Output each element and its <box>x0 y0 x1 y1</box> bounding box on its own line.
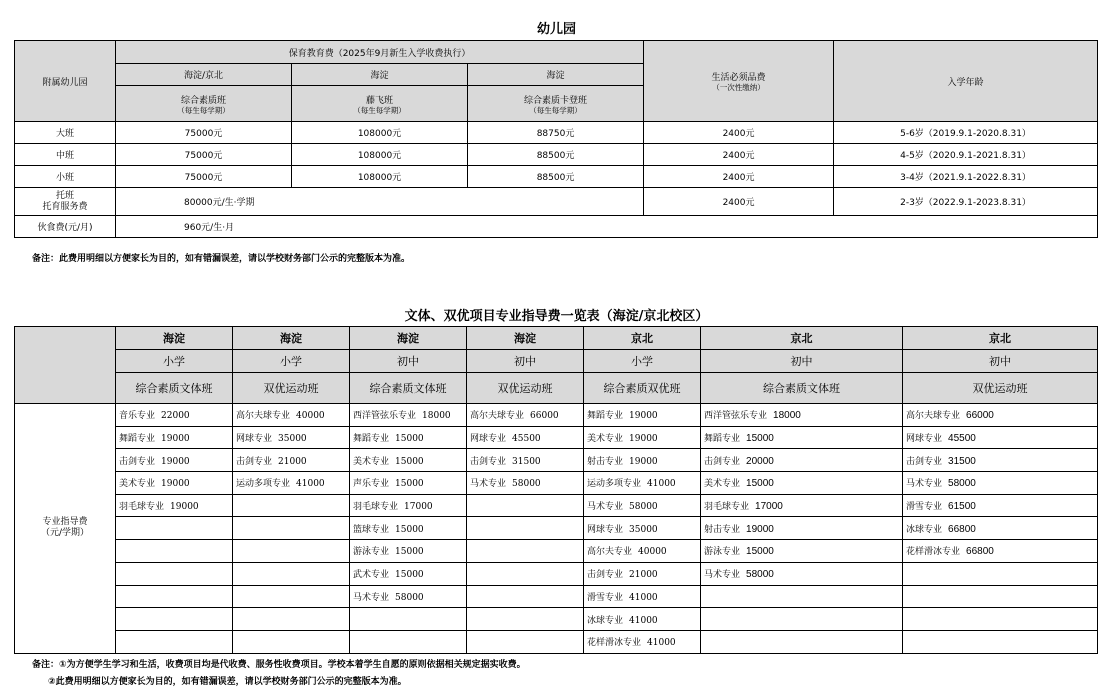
fee-cell <box>350 630 467 653</box>
major-name: 西洋管弦乐专业 <box>704 411 768 422</box>
fee-cell <box>467 562 584 585</box>
fee-cell <box>584 472 701 495</box>
major-fee: 21000 <box>278 456 307 467</box>
program-note: （每生每学期） <box>353 105 406 115</box>
major-fee: 58000 <box>948 478 976 490</box>
fee-cell <box>350 426 467 449</box>
program-header: 双优运动班 <box>467 373 584 404</box>
fee-cell <box>116 426 233 449</box>
major-name: 冰球专业 <box>906 524 943 535</box>
level-header: 初中 <box>701 350 903 373</box>
major-fee: 58000 <box>512 479 541 490</box>
fee-cell <box>350 562 467 585</box>
supplies-cell: 2400元 <box>644 166 834 188</box>
fee-cell <box>467 404 584 427</box>
class-name: 小班 <box>15 166 116 188</box>
fee-cell <box>116 517 233 540</box>
fee-cell <box>584 585 701 608</box>
fee-cell <box>350 585 467 608</box>
fee-cell <box>903 472 1098 495</box>
major-fee: 19000 <box>161 434 190 445</box>
fee-cell: 108000元 <box>292 166 468 188</box>
major-fee: 17000 <box>404 502 433 513</box>
arts-note-2: ②此费用明细以方便家长为目的，如有错漏误差，请以学校财务部门公示的完整版本为准。 <box>48 677 407 687</box>
fee-cell: 75000元 <box>116 166 292 188</box>
major-fee: 19000 <box>629 411 658 422</box>
major-fee: 31500 <box>512 456 541 467</box>
program-header <box>116 86 292 122</box>
supplies-cell: 2400元 <box>644 144 834 166</box>
major-fee: 41000 <box>629 592 658 603</box>
major-fee: 21000 <box>629 570 658 581</box>
age-cell: 5-6岁（2019.9.1-2020.8.31） <box>834 122 1098 144</box>
campus-header: 京北 <box>584 327 701 350</box>
major-fee: 15000 <box>395 547 424 558</box>
major-name: 马术专业 <box>704 570 741 581</box>
fee-cell <box>116 472 233 495</box>
major-fee: 15000 <box>746 478 774 490</box>
major-name: 花样滑冰专业 <box>906 547 961 558</box>
major-name: 网球专业 <box>236 434 273 445</box>
fee-cell <box>116 449 233 472</box>
major-fee: 41000 <box>629 615 658 626</box>
class-name: 大班 <box>15 122 116 144</box>
meal-fee: 960元/生·月 <box>116 216 1098 238</box>
major-name: 美术专业 <box>587 434 624 445</box>
age-cell: 3-4岁（2021.9.1-2022.8.31） <box>834 166 1098 188</box>
major-name: 马术专业 <box>353 592 390 603</box>
row-label-main: 专业指导费 <box>42 517 88 528</box>
fee-cell <box>233 426 350 449</box>
tuo-fee: 80000元/生·学期 <box>116 188 644 216</box>
fee-cell: 108000元 <box>292 122 468 144</box>
program-header: 综合素质文体班 <box>116 373 233 404</box>
major-fee: 35000 <box>629 524 658 535</box>
major-name: 射击专业 <box>704 524 741 535</box>
major-name: 舞蹈专业 <box>704 434 741 445</box>
tuo-subname: 托育服务费 <box>42 201 88 212</box>
class-name <box>15 188 116 216</box>
fee-cell: 88750元 <box>468 122 644 144</box>
level-header: 初中 <box>903 350 1098 373</box>
arts-note-1: 备注：①为方便学生学习和生活，收费项目均是代收费、服务性收费项目。学校本着学生自愿的原则依据相关规定据实收费。 <box>32 660 526 670</box>
table-row <box>15 166 1098 188</box>
table-row <box>15 188 1098 216</box>
kindergarten-fee-table <box>14 40 1098 238</box>
major-fee: 61500 <box>948 501 976 513</box>
class-name: 中班 <box>15 144 116 166</box>
level-header: 初中 <box>467 350 584 373</box>
table-row <box>15 494 1098 517</box>
major-fee: 58000 <box>395 592 424 603</box>
fee-cell <box>584 562 701 585</box>
fee-cell <box>903 426 1098 449</box>
program-header: 综合素质双优班 <box>584 373 701 404</box>
major-fee: 15000 <box>746 433 774 445</box>
fee-cell <box>584 517 701 540</box>
fee-cell <box>116 630 233 653</box>
major-fee: 66800 <box>966 546 994 558</box>
major-fee: 19000 <box>629 434 658 445</box>
fee-cell <box>903 608 1098 631</box>
table-row <box>15 517 1098 540</box>
major-name: 击剑专业 <box>906 456 943 467</box>
fee-cell <box>467 540 584 563</box>
major-fee: 58000 <box>629 502 658 513</box>
table-row <box>15 630 1098 653</box>
fee-cell <box>350 472 467 495</box>
major-fee: 45500 <box>948 433 976 445</box>
supplies-header <box>644 41 834 122</box>
fee-cell <box>233 608 350 631</box>
fee-cell <box>233 517 350 540</box>
fee-cell <box>701 472 903 495</box>
major-fee: 66000 <box>966 410 994 422</box>
major-fee: 15000 <box>746 546 774 558</box>
fee-cell <box>903 562 1098 585</box>
fee-cell <box>584 494 701 517</box>
table-row <box>15 216 1098 238</box>
fee-cell <box>584 404 701 427</box>
tuo-name: 托班 <box>55 190 74 201</box>
major-name: 运动多项专业 <box>587 479 642 490</box>
major-name: 羽毛球专业 <box>353 502 399 513</box>
major-fee: 41000 <box>647 479 676 490</box>
program-header <box>468 86 644 122</box>
fee-cell <box>350 449 467 472</box>
kindergarten-col-label: 附属幼儿园 <box>15 41 116 122</box>
fee-cell <box>233 404 350 427</box>
fee-cell <box>467 630 584 653</box>
major-name: 声乐专业 <box>353 479 390 490</box>
fee-cell <box>350 540 467 563</box>
major-name: 高尔夫球专业 <box>470 411 525 422</box>
major-name: 击剑专业 <box>704 456 741 467</box>
fee-cell: 88500元 <box>468 144 644 166</box>
fee-cell <box>467 494 584 517</box>
supplies-note: （一次性缴纳） <box>712 83 765 92</box>
fee-cell: 108000元 <box>292 144 468 166</box>
campus-header: 海淀 <box>292 64 468 86</box>
major-name: 高尔夫球专业 <box>236 411 291 422</box>
fee-cell <box>116 585 233 608</box>
fee-cell <box>233 630 350 653</box>
supplies-label: 生活必须品费 <box>711 73 766 83</box>
major-name: 西洋管弦乐专业 <box>353 411 417 422</box>
major-fee: 40000 <box>638 547 667 558</box>
level-header: 小学 <box>116 350 233 373</box>
header-row <box>15 327 1098 350</box>
program-note: （每生每学期） <box>529 105 582 115</box>
major-name: 美术专业 <box>119 479 156 490</box>
arts-fee-table <box>14 326 1098 654</box>
fee-cell <box>701 562 903 585</box>
campus-header: 海淀/京北 <box>116 64 292 86</box>
major-name: 运动多项专业 <box>236 479 291 490</box>
major-name: 网球专业 <box>906 434 943 445</box>
campus-header: 京北 <box>701 327 903 350</box>
major-fee: 19000 <box>170 502 199 513</box>
fee-cell <box>233 472 350 495</box>
fee-cell <box>701 630 903 653</box>
major-name: 马术专业 <box>470 479 507 490</box>
major-fee: 40000 <box>296 411 325 422</box>
campus-header: 海淀 <box>468 64 644 86</box>
major-fee: 18000 <box>422 411 451 422</box>
fee-cell <box>903 404 1098 427</box>
fee-cell <box>903 494 1098 517</box>
major-name: 游泳专业 <box>704 547 741 558</box>
major-name: 羽毛球专业 <box>704 502 750 513</box>
fee-cell: 75000元 <box>116 144 292 166</box>
major-fee: 15000 <box>395 434 424 445</box>
fee-cell <box>116 404 233 427</box>
major-name: 舞蹈专业 <box>587 411 624 422</box>
supplies-cell: 2400元 <box>644 188 834 216</box>
fee-cell <box>233 494 350 517</box>
fee-cell <box>467 517 584 540</box>
fee-cell <box>584 630 701 653</box>
table-row <box>15 404 1098 427</box>
level-header: 小学 <box>233 350 350 373</box>
major-name: 花样滑冰专业 <box>587 638 642 649</box>
table-row <box>15 144 1098 166</box>
table-row <box>15 426 1098 449</box>
fee-cell <box>701 426 903 449</box>
fee-cell <box>467 608 584 631</box>
fee-cell <box>467 426 584 449</box>
major-fee: 15000 <box>395 524 424 535</box>
program-label: 综合素质班 <box>180 95 226 106</box>
major-fee: 66800 <box>948 523 976 535</box>
fee-cell <box>701 517 903 540</box>
meal-label: 伙食费(元/月) <box>15 216 116 238</box>
program-label: 综合素质卡登班 <box>524 95 588 106</box>
major-name: 武术专业 <box>353 570 390 581</box>
campus-header: 海淀 <box>467 327 584 350</box>
major-name: 击剑专业 <box>587 570 624 581</box>
fee-group-header: 保育教育费（2025年9月新生入学收费执行） <box>116 41 644 64</box>
fee-cell <box>903 540 1098 563</box>
fee-cell <box>584 608 701 631</box>
major-fee: 19000 <box>746 523 774 535</box>
table-row <box>15 540 1098 563</box>
major-fee: 19000 <box>629 456 658 467</box>
fee-cell <box>233 449 350 472</box>
major-fee: 45500 <box>512 434 541 445</box>
major-fee: 15000 <box>395 479 424 490</box>
major-fee: 66000 <box>530 411 559 422</box>
level-header: 初中 <box>350 350 467 373</box>
major-name: 羽毛球专业 <box>119 502 165 513</box>
fee-cell <box>350 404 467 427</box>
major-fee: 22000 <box>161 411 190 422</box>
major-name: 美术专业 <box>704 479 741 490</box>
major-name: 冰球专业 <box>587 615 624 626</box>
major-name: 马术专业 <box>906 479 943 490</box>
program-header: 双优运动班 <box>903 373 1098 404</box>
fee-cell <box>584 540 701 563</box>
fee-cell <box>701 404 903 427</box>
campus-header: 海淀 <box>233 327 350 350</box>
fee-cell: 88500元 <box>468 166 644 188</box>
major-name: 游泳专业 <box>353 547 390 558</box>
program-header: 综合素质文体班 <box>350 373 467 404</box>
kindergarten-note: 备注：此费用明细以方便家长为目的，如有错漏误差，请以学校财务部门公示的完整版本为准。 <box>32 254 411 264</box>
fee-cell <box>116 540 233 563</box>
table-row <box>15 585 1098 608</box>
fee-cell <box>701 608 903 631</box>
major-name: 音乐专业 <box>119 411 156 422</box>
fee-cell <box>467 449 584 472</box>
fee-cell <box>701 585 903 608</box>
campus-header: 海淀 <box>350 327 467 350</box>
major-fee: 58000 <box>746 569 774 581</box>
major-fee: 35000 <box>278 434 307 445</box>
major-fee: 41000 <box>647 638 676 649</box>
major-name: 击剑专业 <box>470 456 507 467</box>
major-fee: 41000 <box>296 479 325 490</box>
program-header: 综合素质文体班 <box>701 373 903 404</box>
major-name: 滑雪专业 <box>587 592 624 603</box>
row-label-unit: （元/学期） <box>40 528 90 539</box>
major-fee: 31500 <box>948 455 976 467</box>
major-fee: 19000 <box>161 479 190 490</box>
major-fee: 15000 <box>395 456 424 467</box>
major-fee: 15000 <box>395 570 424 581</box>
program-label: 藤飞班 <box>365 95 393 106</box>
fee-cell <box>584 449 701 472</box>
fee-cell <box>116 608 233 631</box>
age-cell: 2-3岁（2022.9.1-2023.8.31） <box>834 188 1098 216</box>
fee-cell <box>233 585 350 608</box>
major-name: 滑雪专业 <box>906 502 943 513</box>
arts-title: 文体、双优项目专业指导费一览表（海淀/京北校区） <box>404 309 709 324</box>
table-row <box>15 608 1098 631</box>
age-header: 入学年龄 <box>834 41 1098 122</box>
major-name: 网球专业 <box>587 524 624 535</box>
fee-cell: 75000元 <box>116 122 292 144</box>
table-row <box>15 562 1098 585</box>
major-name: 高尔夫专业 <box>587 547 633 558</box>
fee-cell <box>701 494 903 517</box>
fee-cell <box>233 540 350 563</box>
fee-cell <box>903 517 1098 540</box>
campus-header: 海淀 <box>116 327 233 350</box>
fee-cell <box>701 540 903 563</box>
major-name: 舞蹈专业 <box>353 434 390 445</box>
campus-header: 京北 <box>903 327 1098 350</box>
program-note: （每生每学期） <box>177 105 230 115</box>
table-row <box>15 449 1098 472</box>
fee-cell <box>233 562 350 585</box>
table-row <box>15 122 1098 144</box>
major-name: 美术专业 <box>353 456 390 467</box>
fee-cell <box>116 562 233 585</box>
program-header: 双优运动班 <box>233 373 350 404</box>
level-header: 小学 <box>584 350 701 373</box>
fee-cell <box>350 494 467 517</box>
major-name: 篮球专业 <box>353 524 390 535</box>
major-name: 击剑专业 <box>236 456 273 467</box>
kindergarten-title: 幼儿园 <box>536 22 576 37</box>
major-name: 舞蹈专业 <box>119 434 156 445</box>
fee-cell <box>467 585 584 608</box>
fee-cell <box>903 449 1098 472</box>
age-cell: 4-5岁（2020.9.1-2021.8.31） <box>834 144 1098 166</box>
major-fee: 18000 <box>773 410 801 422</box>
supplies-cell: 2400元 <box>644 122 834 144</box>
fee-cell <box>903 630 1098 653</box>
major-name: 射击专业 <box>587 456 624 467</box>
fee-cell <box>903 585 1098 608</box>
fee-cell <box>584 426 701 449</box>
major-name: 高尔夫球专业 <box>906 411 961 422</box>
program-header <box>292 86 468 122</box>
header-row <box>15 373 1098 404</box>
major-fee: 17000 <box>755 501 783 513</box>
row-label <box>15 404 116 654</box>
fee-cell <box>116 494 233 517</box>
major-name: 网球专业 <box>470 434 507 445</box>
table-row <box>15 472 1098 495</box>
major-fee: 20000 <box>746 455 774 467</box>
header-row <box>15 350 1098 373</box>
fee-cell <box>701 449 903 472</box>
corner-cell <box>15 327 116 404</box>
fee-cell <box>467 472 584 495</box>
major-fee: 19000 <box>161 456 190 467</box>
major-name: 马术专业 <box>587 502 624 513</box>
major-name: 击剑专业 <box>119 456 156 467</box>
fee-cell <box>350 608 467 631</box>
fee-cell <box>350 517 467 540</box>
